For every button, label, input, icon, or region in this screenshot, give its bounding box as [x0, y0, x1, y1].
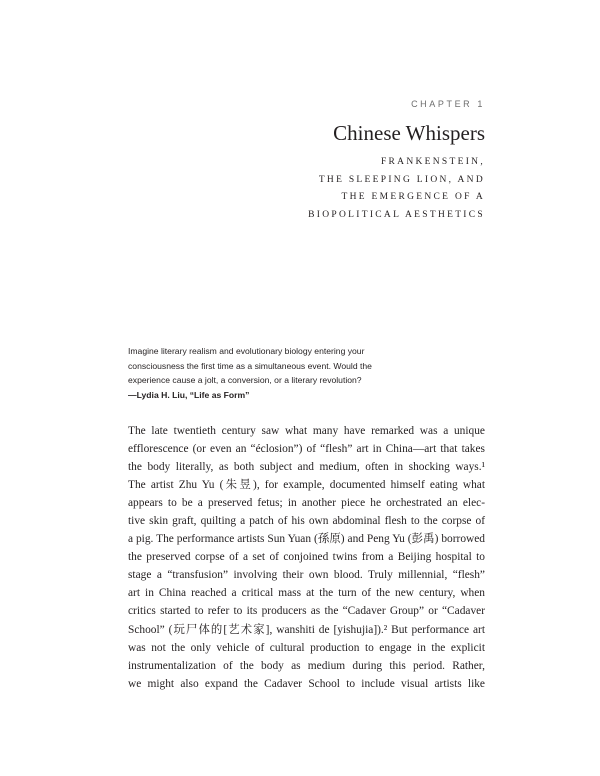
subtitle-line: BIOPOLITICAL AESTHETICS: [308, 209, 485, 220]
chapter-label: CHAPTER 1: [411, 99, 485, 109]
body-paragraph: [128, 422, 485, 693]
body-line: instrumentalization of the body as medium during this period. Rather,: [128, 659, 485, 672]
body-line: was not the only vehicle of cultural production to engage in the explicit: [128, 641, 485, 654]
body-line: we might also expand the Cadaver School to include visual artists like: [128, 677, 485, 690]
body-line: The late twentieth century saw what many have remarked was a unique: [128, 425, 485, 437]
body-line: tive skin graft, quilting a patch of his own abdominal flesh to the corpse of: [128, 515, 485, 528]
body-line: School” (玩尸体的[艺术家], wanshiti de [yishujia]).² But performance art: [128, 623, 485, 636]
body-line: the body literally, as both subject and medium, often in shocking ways.¹: [128, 461, 485, 474]
subtitle-line: THE EMERGENCE OF A: [341, 192, 485, 202]
body-line: a pig. The performance artists Sun Yuan (孫原) and Peng Yu (彭禹) borrowed: [128, 533, 485, 546]
body-line: The artist Zhu Yu (朱昱), for example, documented himself eating what: [128, 479, 485, 492]
epigraph-line: consciousness the first time as a simultaneous event. Would the: [128, 360, 372, 371]
epigraph-line: experience cause a jolt, a conversion, or a literary revolution?: [128, 375, 362, 386]
chapter-title: Chinese Whispers: [333, 121, 485, 145]
chapter-subtitle: [308, 154, 485, 224]
body-line: stage a “transfusion” involving their own blood. Truly millennial, “flesh”: [128, 569, 485, 582]
body-line: art in China reached a critical mass at the turn of the new century, when: [128, 587, 485, 600]
body-line: appears to be a preserved fetus; in another piece he orchestrated an elec-: [128, 497, 485, 510]
body-line: critics started to refer to its producers as the “Cadaver Group” or “Cadaver: [128, 605, 485, 618]
epigraph-attribution: —Lydia H. Liu, “Life as Form”: [128, 390, 250, 401]
body-line: efflorescence (or even an “éclosion”) of “flesh” art in China—art that takes: [128, 443, 485, 456]
subtitle-line: FRANKENSTEIN,: [380, 157, 485, 167]
epigraph: [128, 344, 428, 403]
epigraph-line: Imagine literary realism and evolutionary biology entering your: [128, 346, 365, 356]
subtitle-line: THE SLEEPING LION, AND: [318, 174, 485, 185]
body-line: the preserved corpse of a set of conjoined twins from a Beijing hospital to: [128, 551, 485, 564]
